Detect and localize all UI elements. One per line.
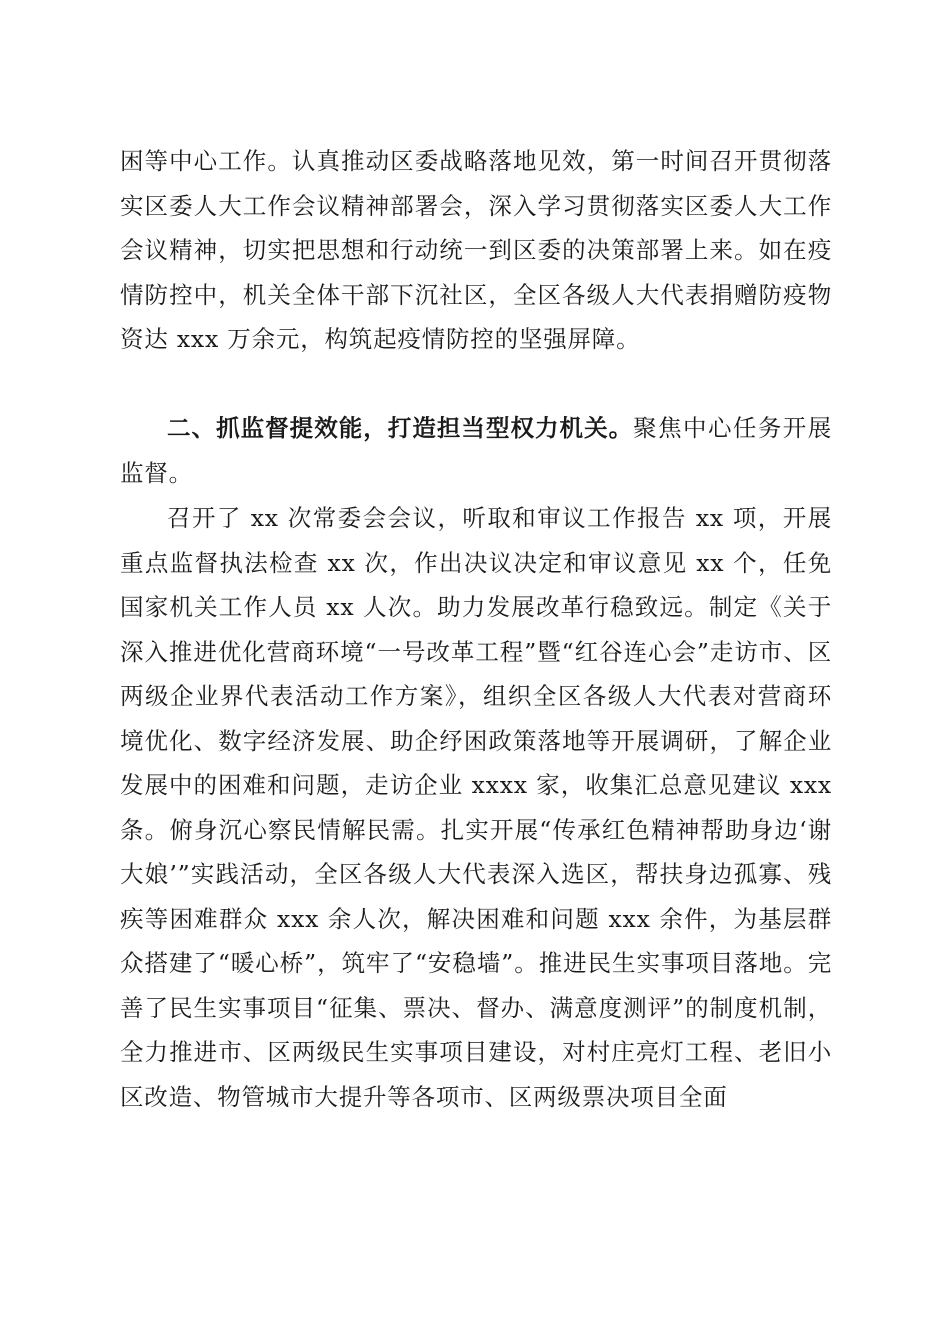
- section-2-paragraph: [120, 406, 832, 495]
- section-2-heading: 二、抓监督提效能，打造担当型权力机关。: [167, 414, 634, 442]
- paragraph-3: [120, 496, 832, 1119]
- paragraph-1-text: 困等中心工作。认真推动区委战略落地见效，第一时间召开贯彻落实区委人大工作会议精神部署会，深入学习贯彻落实区委人大工作会议精神，切实把思想和行动统一到区委的决策部署上来。如在疫情防控中，机关全体干部下沉社区，全区各级人大代表捐赠防疫物资达 xxx 万余元，构筑起疫情防控的坚强屏障。: [120, 147, 832, 353]
- paragraph-3-text: 召开了 xx 次常委会会议，听取和审议工作报告 xx 项，开展重点监督执法检查 xx 次，作出决议决定和审议意见 xx 个，任免国家机关工作人员 xx 人次。助力发展改革行稳致远。制定《关于深入推进优化营商环境“一号改革工程”暨“红谷连心会”走访市、区两级企业界代表活动工作方案》，组织全区各级人大代表对营商环境优化、数字经济发展、助企纾困政策落地等开展调研，了解企业发展中的困难和问题，走访企业 xxxx 家，收集汇总意见建议 xxx 条。俯身沉心察民情解民需。扎实开展“传承红色精神帮助身边‘谢大娘’”实践活动，全区各级人大代表深入选区，帮扶身边孤寡、残疾等困难群众 xxx 余人次，解决困难和问题 xxx 余件，为基层群众搭建了“暖心桥”，筑牢了“安稳墙”。推进民生实事项目落地。完善了民生实事项目“征集、票决、督办、满意度测评”的制度机制，全力推进市、区两级民生实事项目建设，对村庄亮灯工程、老旧小区改造、物管城市大提升等各项市、区两级票决项目全面: [120, 504, 832, 1111]
- section-2-lead: 聚焦中心任务开展监督。: [120, 414, 832, 487]
- paragraph-1: [120, 139, 832, 362]
- section-2-text: [120, 406, 832, 495]
